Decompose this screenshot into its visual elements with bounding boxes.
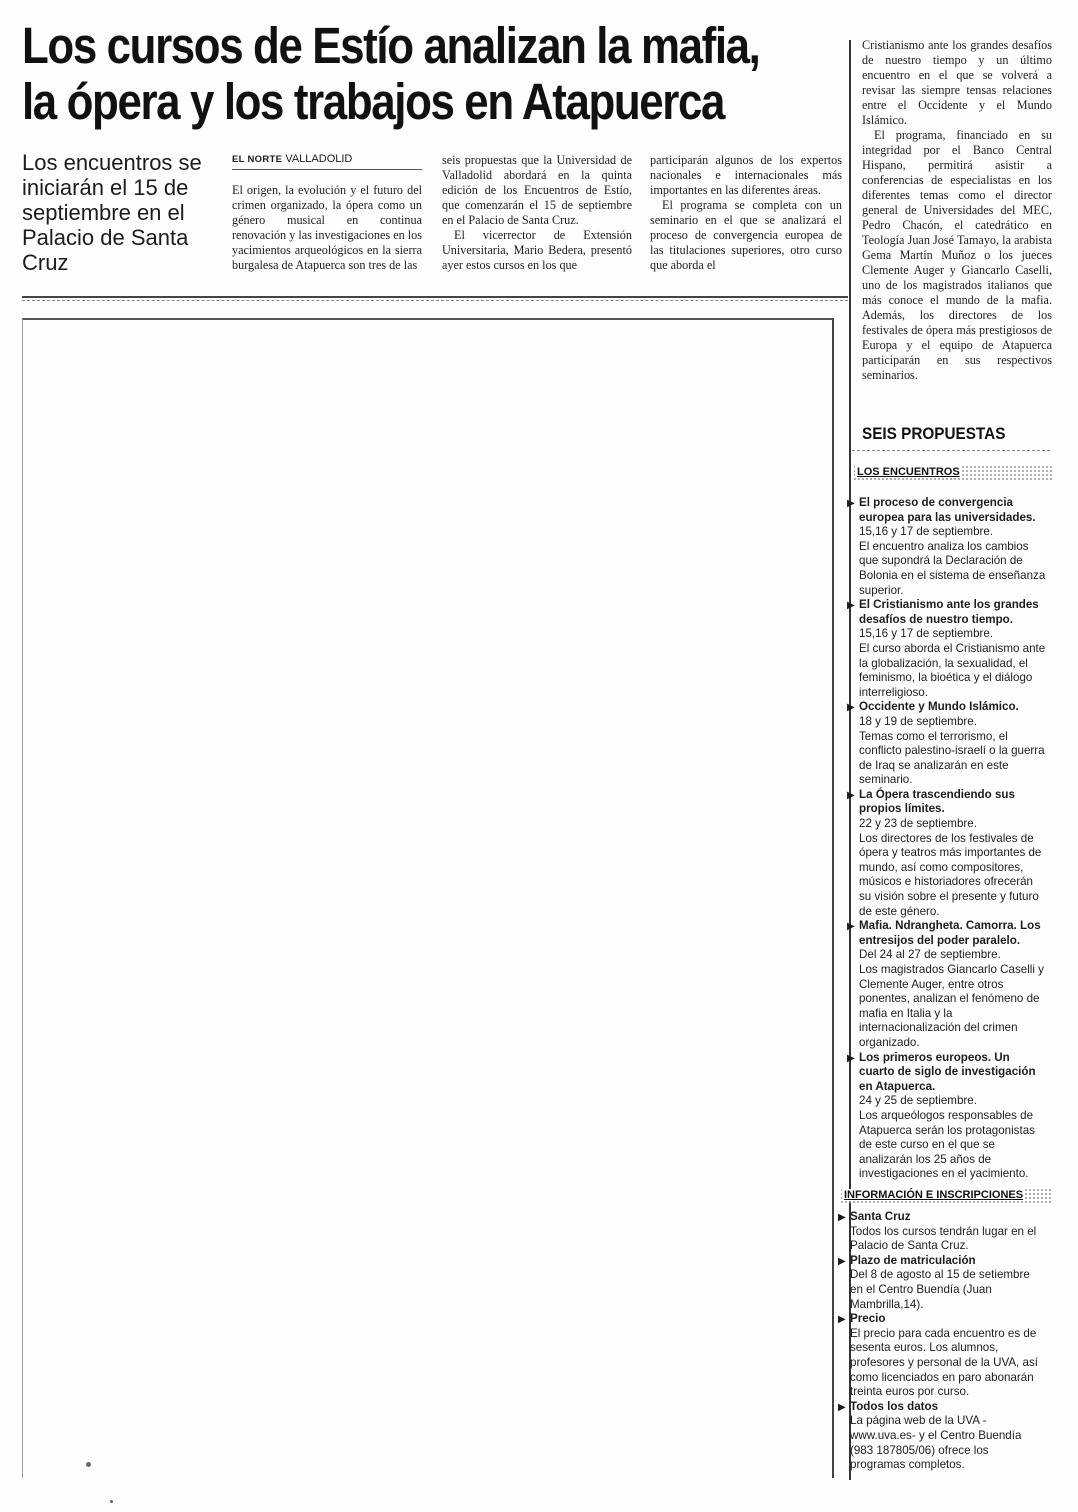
- arrow-icon: ▶: [838, 1401, 846, 1413]
- item-description: Del 8 de agosto al 15 de setiembre en el Centro Buendía (Juan Mambrilla,14).: [850, 1268, 1030, 1311]
- arrow-icon: ▶: [847, 600, 855, 612]
- headline-line-2: la ópera y los trabajos en Atapuerca: [22, 73, 725, 130]
- byline-source: EL NORTE: [232, 154, 283, 165]
- encuentros-list: [847, 496, 1047, 1182]
- arrow-icon: ▶: [838, 1255, 846, 1267]
- scan-speck: [110, 1500, 113, 1503]
- section-tag-label: LOS ENCUENTROS: [857, 466, 960, 478]
- section-tag-inscripciones: [840, 1188, 1053, 1203]
- item-title: El Cristianismo ante los grandes desafíos de nuestro tiempo.: [859, 598, 1039, 626]
- paragraph: El programa, financiado en su integridad por el Banco Central Hispano, permitirá asistir a conferencias de especialistas en los diferentes temas como el director general de Universidades del MEC, Pedro Chacón, el catedrático en Teología Juan José Tamayo, la arabista Gema Martín Muñoz o los jueces Clemente Auger y Giancarlo Caselli, uno de los magistrados italianos que más conoce el mundo de la mafia. Además, los directores de los festivales de ópera más prestigiosos de Europa y el equipo de Atapuerca participarán en sus respectivos seminarios.: [862, 128, 1052, 382]
- arrow-icon: ▶: [838, 1212, 846, 1223]
- item-description: Los directores de los festivales de ópera y teatros más importantes de mundo, así como compositores, músicos e historiadores ofrecerán su visión sobre el presente y futuro de este género.: [859, 831, 1042, 918]
- list-item: [847, 1051, 1047, 1182]
- arrow-icon: ▶: [847, 789, 855, 801]
- article-divider-dotted: [22, 300, 848, 301]
- item-title: Santa Cruz: [850, 1210, 911, 1223]
- byline: [232, 152, 422, 170]
- list-item: [847, 788, 1047, 919]
- paragraph: seis propuestas que la Universidad de Valladolid abordará en la quinta edición de los Encuentros de Estío, que comenzarán el 15 de septiembre en el Palacio de Santa Cruz.: [442, 153, 632, 227]
- item-title: Mafia. Ndrangheta. Camorra. Los entresijos del poder paralelo.: [859, 919, 1041, 947]
- arrow-icon: ▶: [847, 702, 855, 714]
- item-date: Del 24 al 27 de septiembre.: [859, 948, 1001, 962]
- list-item: [838, 1210, 1038, 1254]
- item-date: 15,16 y 17 de septiembre.: [859, 627, 994, 641]
- headline-line-1: Los cursos de Estío analizan la mafia,: [22, 17, 760, 74]
- item-description: La página web de la UVA -www.uva.es- y el Centro Buendía (983 187805/06) ofrece los programas completos.: [850, 1414, 1022, 1472]
- paragraph: Cristianismo ante los grandes desafíos de nuestro tiempo y un último encuentro en el que se volverá a revisar las siempre tensas relaciones entre el Occidente y el Mundo Islámico.: [862, 38, 1052, 127]
- paragraph: El origen, la evolución y el futuro del crimen organizado, la ópera como un género musical en continua renovación y las investigaciones en los yacimientos arqueológicos en la sierra burgalesa de Atapuerca son tres de las: [232, 183, 422, 272]
- section-tag-label: INFORMACIÓN E INSCRIPCIONES: [844, 1189, 1024, 1201]
- byline-city: VALLADOLID: [285, 153, 353, 165]
- item-description: Todos los cursos tendrán lugar en el Palacio de Santa Cruz.: [850, 1224, 1037, 1253]
- arrow-icon: ▶: [838, 1314, 846, 1326]
- item-title: Precio: [850, 1312, 886, 1326]
- list-item: [838, 1312, 1038, 1400]
- item-date: 22 y 23 de septiembre.: [859, 817, 977, 831]
- section-tag-encuentros: [853, 465, 1053, 480]
- photo-placeholder: [22, 318, 834, 1478]
- paragraph: El vicerrector de Extensión Universitaria, Mario Bedera, presentó ayer estos cursos en los que: [442, 228, 632, 272]
- arrow-icon: ▶: [847, 921, 855, 933]
- list-item: [838, 1254, 1038, 1312]
- article-column-4: [862, 38, 1052, 383]
- scan-speck: [86, 1462, 91, 1467]
- item-title: La Ópera trascendiendo sus propios límites.: [859, 787, 1015, 816]
- item-title: Plazo de matriculación: [850, 1253, 976, 1267]
- item-description: El curso aborda el Cristianismo ante la globalización, la sexualidad, el feminismo, la bioética y el diálogo interreligioso.: [859, 641, 1046, 699]
- sidebar-title: SEIS PROPUESTAS: [862, 424, 1006, 443]
- item-date: 24 y 25 de septiembre.: [859, 1094, 977, 1108]
- arrow-icon: ▶: [847, 498, 855, 509]
- item-description: El encuentro analiza los cambios que supondrá la Declaración de Bolonia en el sistema de enseñanza superior.: [859, 539, 1046, 597]
- arrow-icon: ▶: [847, 1052, 855, 1064]
- list-item: [847, 700, 1047, 788]
- subheadline: Los encuentros se iniciarán el 15 de septiembre en el Palacio de Santa Cruz: [22, 150, 202, 275]
- list-item: [847, 496, 1047, 598]
- sidebar-title-rule: [852, 450, 1050, 451]
- paragraph: El programa se completa con un seminario en el que se analizará el proceso de convergencia europea de las titulaciones superiores, otro curso que aborda el: [650, 198, 842, 272]
- item-description: Los magistrados Giancarlo Caselli y Clemente Auger, entre otros ponentes, analizan el fenómeno de mafia en Italia y la internacionalización del crimen organizado.: [859, 963, 1044, 1049]
- article-column-3: [650, 153, 842, 273]
- list-item: [847, 919, 1047, 1050]
- item-title: Los primeros europeos. Un cuarto de siglo de investigación en Atapuerca.: [859, 1050, 1036, 1093]
- article-column-2: [442, 153, 632, 273]
- item-date: 18 y 19 de septiembre.: [859, 714, 977, 728]
- item-title: El proceso de convergencia europea para las universidades.: [859, 496, 1036, 524]
- item-date: 15,16 y 17 de septiembre.: [859, 525, 994, 539]
- headline: [22, 17, 760, 130]
- item-title: Occidente y Mundo Islámico.: [859, 700, 1019, 714]
- article-column-1: [232, 183, 422, 273]
- item-description: Temas como el terrorismo, el conflicto palestino-israelí o la guerra de Iraq se analizarán en este seminario.: [859, 729, 1045, 787]
- paragraph: participarán algunos de los expertos nacionales e internacionales más importantes en las diferentes áreas.: [650, 153, 842, 197]
- item-title: Todos los datos: [850, 1399, 939, 1413]
- list-item: [847, 598, 1047, 700]
- list-item: [838, 1400, 1038, 1473]
- article-divider-rule: [22, 296, 848, 298]
- item-description: El precio para cada encuentro es de sesenta euros. Los alumnos, profesores y personal de la UVA, así como licenciados en paro abonarán treinta euros por curso.: [850, 1326, 1038, 1399]
- info-list: [838, 1210, 1038, 1473]
- item-description: Los arqueólogos responsables de Atapuerca serán los protagonistas de este curso en el que se analizarán los 25 años de investigaciones en el yacimiento.: [859, 1108, 1035, 1181]
